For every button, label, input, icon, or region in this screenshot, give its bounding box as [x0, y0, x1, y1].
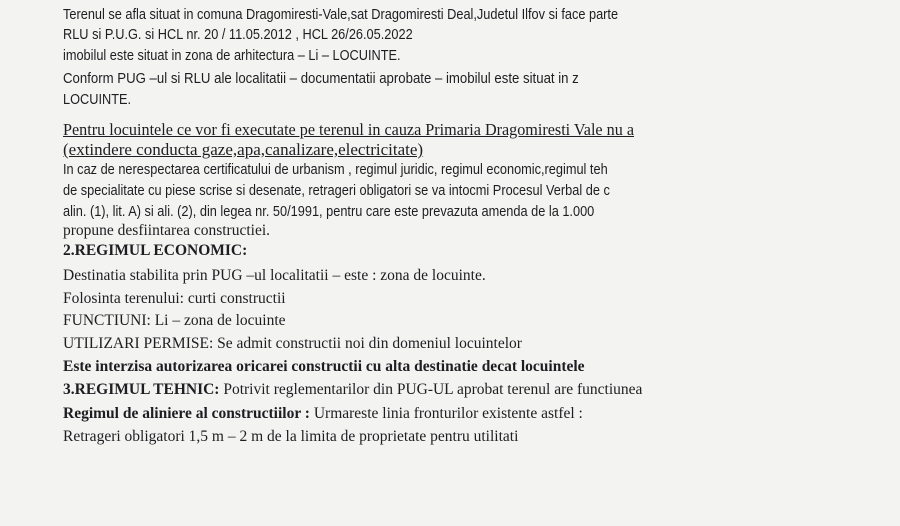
bold-text-line: Este interzisa autorizarea oricarei constructii cu alta destinatie decat locuintele: [63, 358, 585, 375]
text-line: [63, 405, 583, 423]
section-heading: 3.REGIMUL TEHNIC:: [63, 381, 220, 398]
text-line: UTILIZARI PERMISE: Se admit constructii noi din domeniul locuintelor: [63, 335, 522, 352]
text-line: Conform PUG –ul si RLU ale localitatii – documentatii aprobate – imobilul este situat in z: [63, 70, 579, 87]
text-line: Retrageri obligatori 1,5 m – 2 m de la limita de proprietate pentru utilitati: [63, 428, 519, 445]
text-line: Terenul se afla situat in comuna Dragomiresti-Vale,sat Dragomiresti Deal,Judetul Ilfov si face parte: [63, 7, 619, 23]
text-line: imobilul este situat in zona de arhitectura – Li – LOCUINTE.: [63, 48, 401, 64]
text-line: RLU si P.U.G. si HCL nr. 20 / 11.05.2012 , HCL 26/26.05.2022: [63, 27, 413, 43]
text-span: Urmareste linia fronturilor existente astfel :: [309, 405, 583, 422]
bold-label: Regimul de aliniere al constructiilor :: [63, 405, 310, 422]
text-line: FUNCTIUNI: Li – zona de locuinte: [63, 312, 286, 329]
text-span: Potrivit reglementarilor din PUG-UL aprobat terenul are functiunea: [219, 381, 643, 398]
text-line: LOCUINTE.: [63, 92, 132, 108]
text-line: de specialitate cu piese scrise si desenate, retrageri obligatori se va intocmi Procesul Verbal de c: [63, 183, 610, 199]
text-line: Folosinta terenului: curti constructii: [63, 290, 286, 307]
text-line: propune desfiintarea constructiei.: [63, 222, 271, 239]
text-line: In caz de nerespectarea certificatului de urbanism , regimul juridic, regimul economic,regimul teh: [63, 162, 608, 178]
section-heading: 2.REGIMUL ECONOMIC:: [63, 242, 248, 259]
text-line: [63, 381, 642, 399]
text-line: Destinatia stabilita prin PUG –ul localitatii – este : zona de locuinte.: [63, 267, 486, 284]
underlined-heading: (extindere conducta gaze,apa,canalizare,electricitate): [63, 140, 424, 159]
underlined-heading: Pentru locuintele ce vor fi executate pe terenul in cauza Primaria Dragomiresti Vale nu a: [63, 120, 635, 139]
text-line: alin. (1), lit. A) si ali. (2), din legea nr. 50/1991, pentru care este prevazuta amenda de la 1.000: [63, 204, 595, 220]
